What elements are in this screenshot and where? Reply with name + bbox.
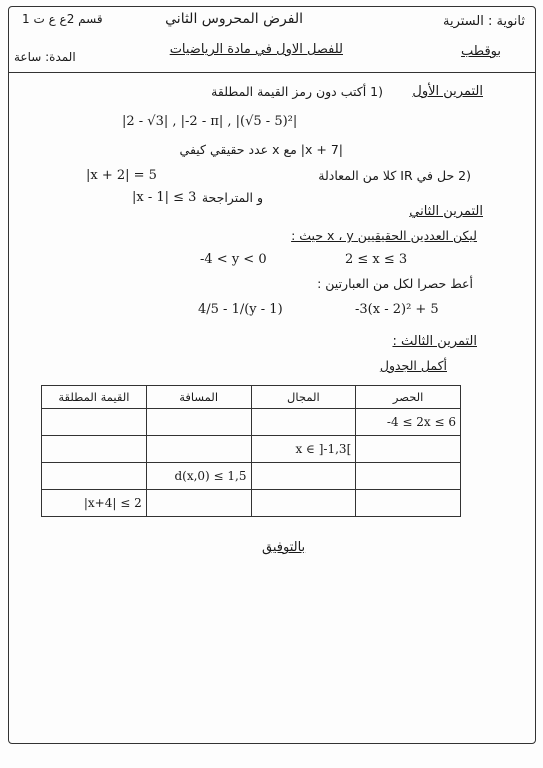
ex3-task: أكمل الجدول bbox=[379, 358, 447, 373]
col-header-bound: الحصر bbox=[356, 386, 461, 409]
table-cell bbox=[356, 463, 461, 490]
header-divider bbox=[8, 72, 536, 73]
table-cell: d(x,0) ≤ 1,5 bbox=[146, 463, 251, 490]
table-cell bbox=[146, 409, 251, 436]
table-cell bbox=[42, 436, 147, 463]
table-cell bbox=[146, 436, 251, 463]
table-row bbox=[42, 436, 461, 463]
completion-table bbox=[41, 385, 461, 517]
duration: المدة: ساعة bbox=[14, 50, 76, 64]
ex2-cond-x: 2 ≤ x ≤ 3 bbox=[345, 252, 408, 267]
ex2-cond-y: -4 < y < 0 bbox=[200, 252, 267, 267]
table-cell: |x+4| ≤ 2 bbox=[42, 490, 147, 517]
ex1-expr1: |2 - √3| , |-2 - π| , |(√5 - 5)²| bbox=[122, 114, 298, 129]
col-header-distance: المسافة bbox=[146, 386, 251, 409]
table-cell bbox=[251, 490, 356, 517]
ex2-title: التمرين الثاني bbox=[409, 204, 483, 219]
table-row bbox=[42, 463, 461, 490]
closing-text: بالتوفيق bbox=[262, 540, 306, 555]
subject-line: للفصل الاول في مادة الرياضيات bbox=[169, 42, 343, 57]
ex1-and-word: و المتراجحة bbox=[201, 190, 263, 205]
table-cell bbox=[251, 409, 356, 436]
ex2-task: أعط حصرا لكل من العبارتين : bbox=[317, 276, 473, 291]
city-name: بوقطب bbox=[461, 44, 501, 59]
table-cell bbox=[251, 463, 356, 490]
table-cell bbox=[42, 463, 147, 490]
ex1-title: التمرين الأول bbox=[412, 84, 483, 99]
table-cell: -4 ≤ 2x ≤ 6 bbox=[356, 409, 461, 436]
table-row bbox=[42, 490, 461, 517]
col-header-interval: المجال bbox=[251, 386, 356, 409]
table-cell bbox=[146, 490, 251, 517]
table-header-row bbox=[42, 386, 461, 409]
ex3-title: التمرين الثالث : bbox=[392, 334, 477, 349]
ex1-inequality: |x - 1| ≤ 3 bbox=[132, 190, 197, 205]
table-cell bbox=[356, 490, 461, 517]
ex2-expr-b: 4/5 - 1/(y - 1) bbox=[198, 302, 283, 317]
ex1-q1b: |x + 7| مع x عدد حقيقي كيفي bbox=[179, 142, 343, 157]
school-name: ثانوية : السترية bbox=[443, 14, 525, 29]
class-code: قسم 2ع ع ت 1 bbox=[22, 12, 103, 26]
table-cell bbox=[356, 436, 461, 463]
table-cell: x ∈ ]-1,3[ bbox=[251, 436, 356, 463]
exam-title: الفرض المحروس الثاني bbox=[165, 11, 303, 27]
col-header-absolute: القيمة المطلقة bbox=[42, 386, 147, 409]
ex2-intro: ليكن العددين الحقيقيين x ، y حيث : bbox=[291, 228, 477, 243]
ex2-expr-a: -3(x - 2)² + 5 bbox=[355, 302, 439, 317]
ex1-equation: |x + 2| = 5 bbox=[86, 168, 157, 183]
ex1-q1: (1 أكتب دون رمز القيمة المطلقة bbox=[211, 84, 383, 99]
ex1-q2: (2 حل في IR كلا من المعادلة bbox=[318, 168, 471, 183]
table-cell bbox=[42, 409, 147, 436]
table-row bbox=[42, 409, 461, 436]
